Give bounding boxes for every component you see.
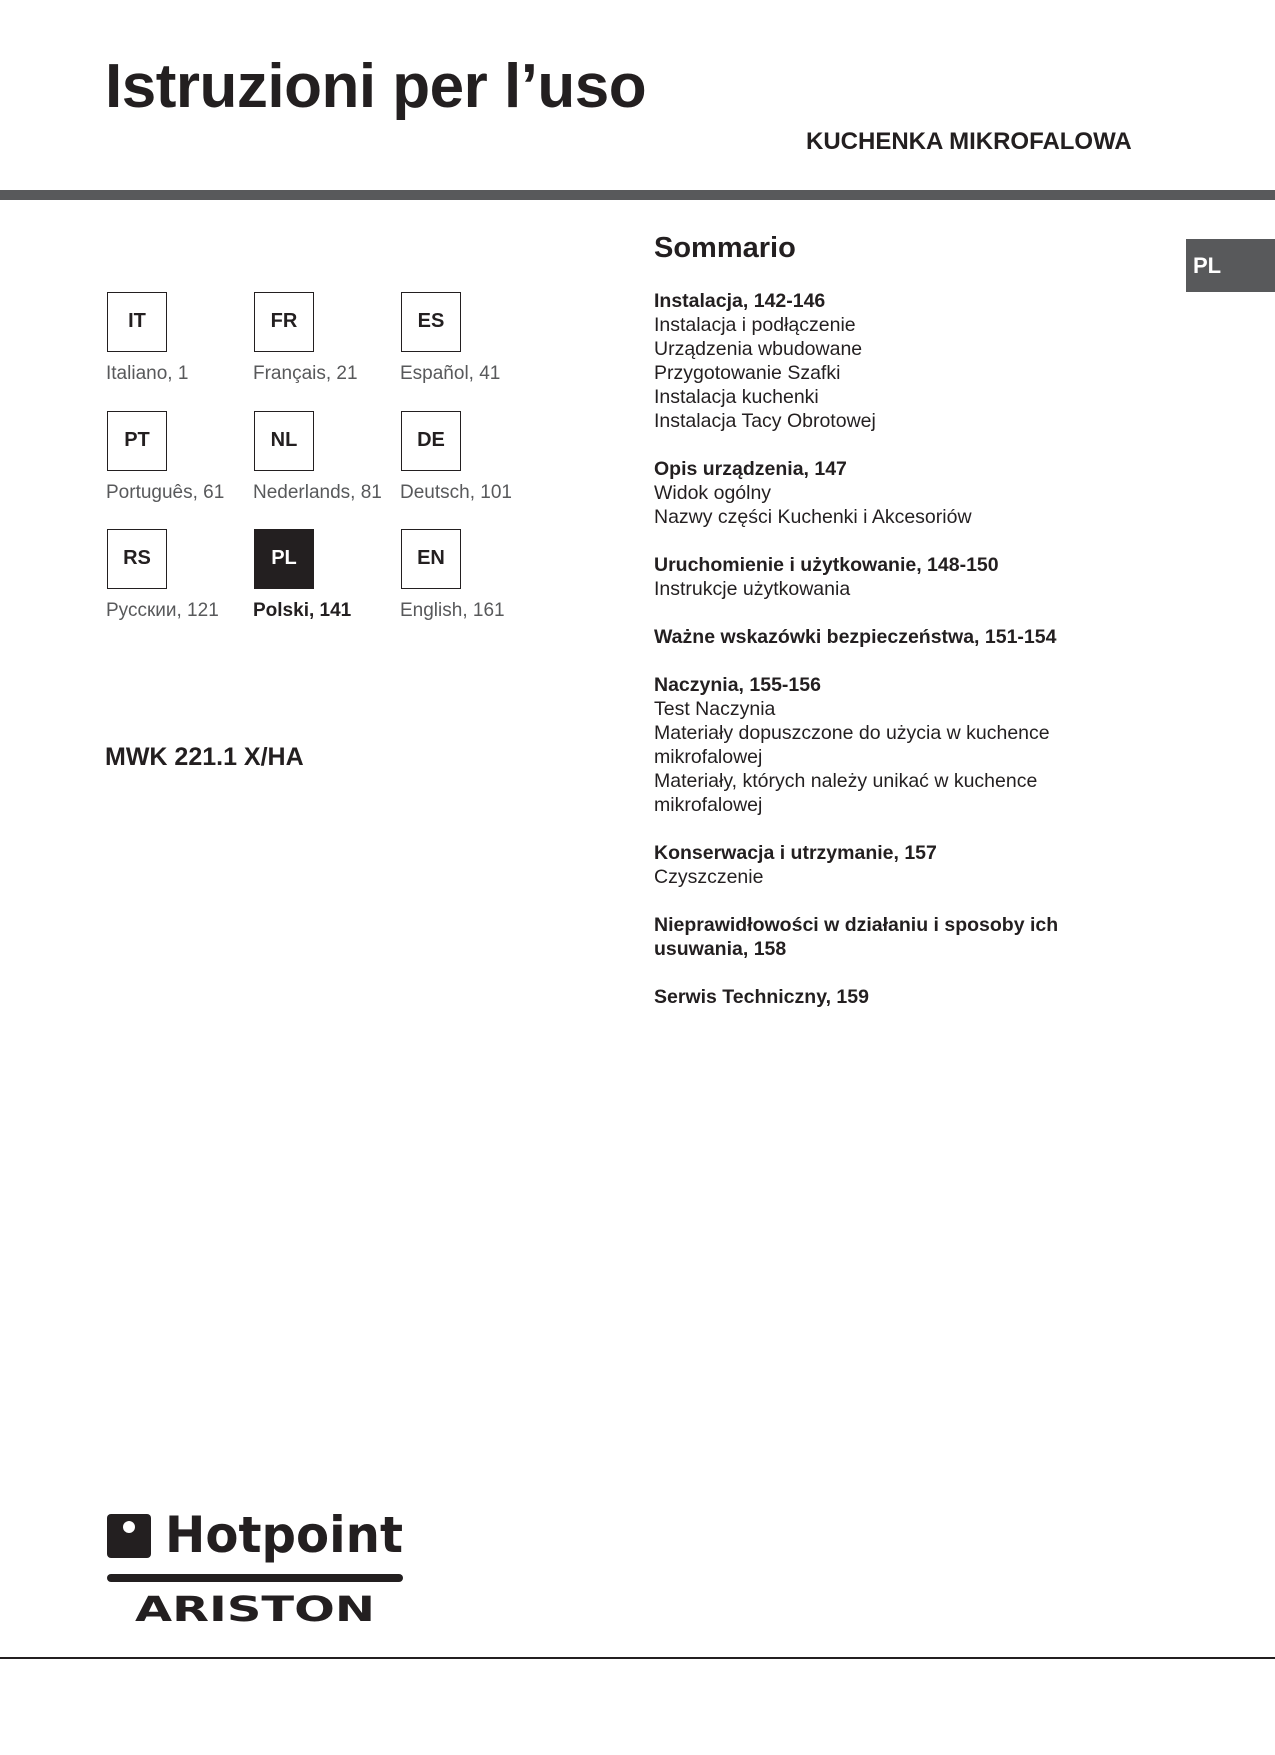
toc-section-heading: Instalacja, 142-146 [654, 289, 826, 312]
toc-section-heading: Opis urządzenia, 147 [654, 457, 847, 480]
language-label-rs: Русскии, 121 [106, 600, 219, 621]
language-tab: PL [1186, 239, 1275, 292]
footer-divider [0, 1657, 1275, 1659]
toc-section-heading: Ważne wskazówki bezpieczeństwa, 151-154 [654, 625, 1057, 648]
language-code-nl: NL [254, 411, 314, 471]
language-code-de: DE [401, 411, 461, 471]
toc-item: Instalacja i podłączenie [654, 313, 856, 336]
toc-section-heading: Nieprawidłowości w działaniu i sposoby ich usuwania, 158 [654, 913, 1059, 960]
toc-item: Test Naczynia [654, 697, 776, 720]
toc-item: Instalacja kuchenki [654, 385, 819, 408]
toc-section [654, 625, 1094, 649]
logo-bar [107, 1574, 403, 1582]
toc-item: Przygotowanie Szafki [654, 361, 841, 384]
toc-section [654, 913, 1094, 961]
language-label-it: Italiano, 1 [106, 363, 189, 384]
language-label-en: English, 161 [400, 600, 505, 621]
toc-section [654, 553, 1094, 601]
language-label-pt: Português, 61 [106, 482, 225, 503]
language-label-es: Español, 41 [400, 363, 501, 384]
toc-section-heading: Naczynia, 155-156 [654, 673, 821, 696]
toc-item: Czyszczenie [654, 865, 764, 888]
logo-wordmark: Hotpoint [165, 1510, 403, 1564]
table-of-contents [654, 233, 1094, 1033]
logo-subbrand: ARISTON [135, 1590, 375, 1630]
toc-item: Instalacja Tacy Obrotowej [654, 409, 876, 432]
language-code-fr: FR [254, 292, 314, 352]
logo-square-icon [107, 1514, 151, 1558]
toc-item: Widok ogólny [654, 481, 772, 504]
language-label-pl: Polski, 141 [253, 600, 352, 621]
language-label-nl: Nederlands, 81 [253, 482, 382, 503]
toc-item: Instrukcje użytkowania [654, 577, 851, 600]
toc-item: Materiały, których należy unikać w kuchence mikrofalowej [654, 769, 1038, 816]
product-type: KUCHENKA MIKROFALOWA [806, 128, 1132, 155]
toc-section [654, 457, 1094, 529]
toc-section-heading: Serwis Techniczny, 159 [654, 985, 869, 1008]
toc-item: Nazwy części Kuchenki i Akcesoriów [654, 505, 972, 528]
toc-section [654, 985, 1094, 1009]
language-code-rs: RS [107, 529, 167, 589]
model-number: MWK 221.1 X/HA [105, 743, 304, 771]
language-code-es: ES [401, 292, 461, 352]
toc-section [654, 841, 1094, 889]
toc-item: Urządzenia wbudowane [654, 337, 863, 360]
header-divider [0, 190, 1275, 200]
toc-section [654, 673, 1094, 817]
language-code-pt: PT [107, 411, 167, 471]
logo-dot [123, 1521, 135, 1533]
toc-item: Materiały dopuszczone do użycia w kuchence mikrofalowej [654, 721, 1050, 768]
language-label-de: Deutsch, 101 [400, 482, 512, 503]
language-code-en: EN [401, 529, 461, 589]
hotpoint-ariston-logo [105, 1510, 405, 1640]
language-code-it: IT [107, 292, 167, 352]
toc-section-heading: Uruchomienie i użytkowanie, 148-150 [654, 553, 999, 576]
language-code-pl: PL [254, 529, 314, 589]
page-title: Istruzioni per l’uso [105, 52, 647, 121]
language-label-fr: Français, 21 [253, 363, 358, 384]
toc-section [654, 289, 1094, 433]
toc-title: Sommario [654, 232, 796, 264]
toc-section-heading: Konserwacja i utrzymanie, 157 [654, 841, 937, 864]
